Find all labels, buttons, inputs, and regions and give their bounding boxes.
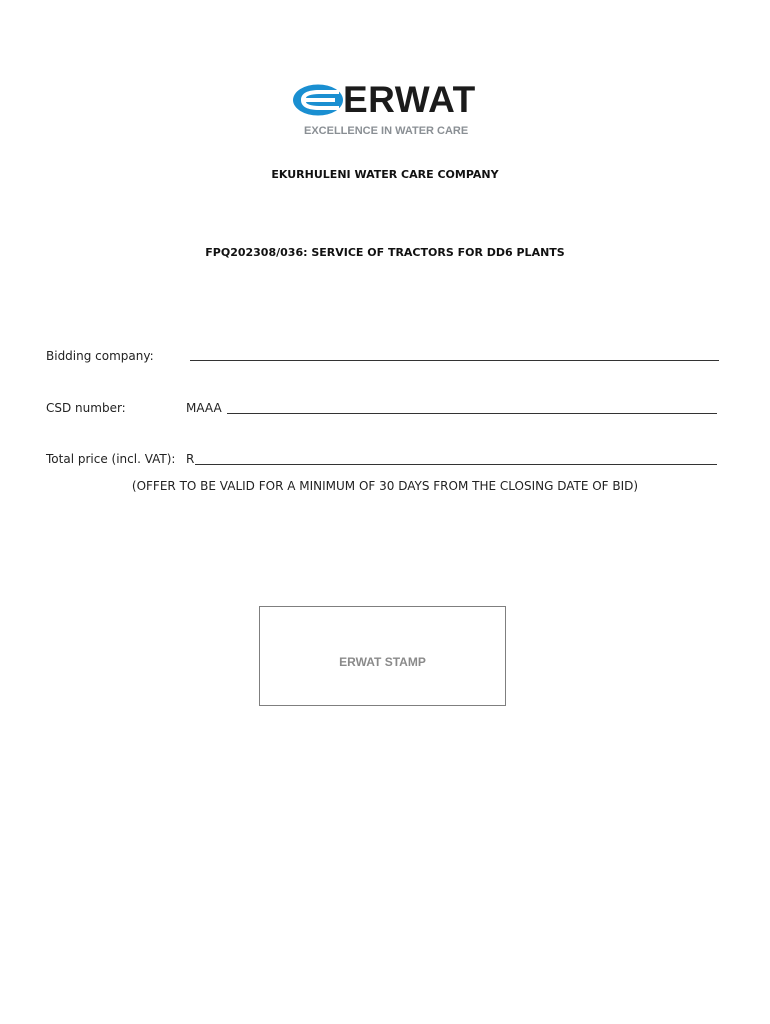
csd-number-label: CSD number: (46, 401, 126, 415)
logo-tagline: EXCELLENCE IN WATER CARE (304, 125, 469, 137)
csd-number-prefix: MAAA (186, 401, 222, 415)
erwat-logo (292, 79, 492, 140)
total-price-label: Total price (incl. VAT): (46, 452, 176, 466)
tender-title: FPQ202308/036: SERVICE OF TRACTORS FOR DD6 PLANTS (205, 246, 565, 259)
stamp-label: ERWAT STAMP (339, 655, 426, 669)
total-price-field[interactable] (195, 464, 717, 465)
bidding-company-label: Bidding company: (46, 349, 154, 363)
erwat-e-logo-icon (293, 84, 345, 116)
bidding-company-field[interactable] (190, 360, 719, 361)
stamp-box (259, 606, 506, 706)
logo-wordmark: ERWAT (343, 79, 476, 120)
csd-number-field[interactable] (227, 413, 717, 414)
company-name: EKURHULENI WATER CARE COMPANY (271, 168, 499, 181)
validity-note: (OFFER TO BE VALID FOR A MINIMUM OF 30 DAYS FROM THE CLOSING DATE OF BID) (131, 479, 639, 493)
total-price-prefix: R (186, 452, 195, 466)
